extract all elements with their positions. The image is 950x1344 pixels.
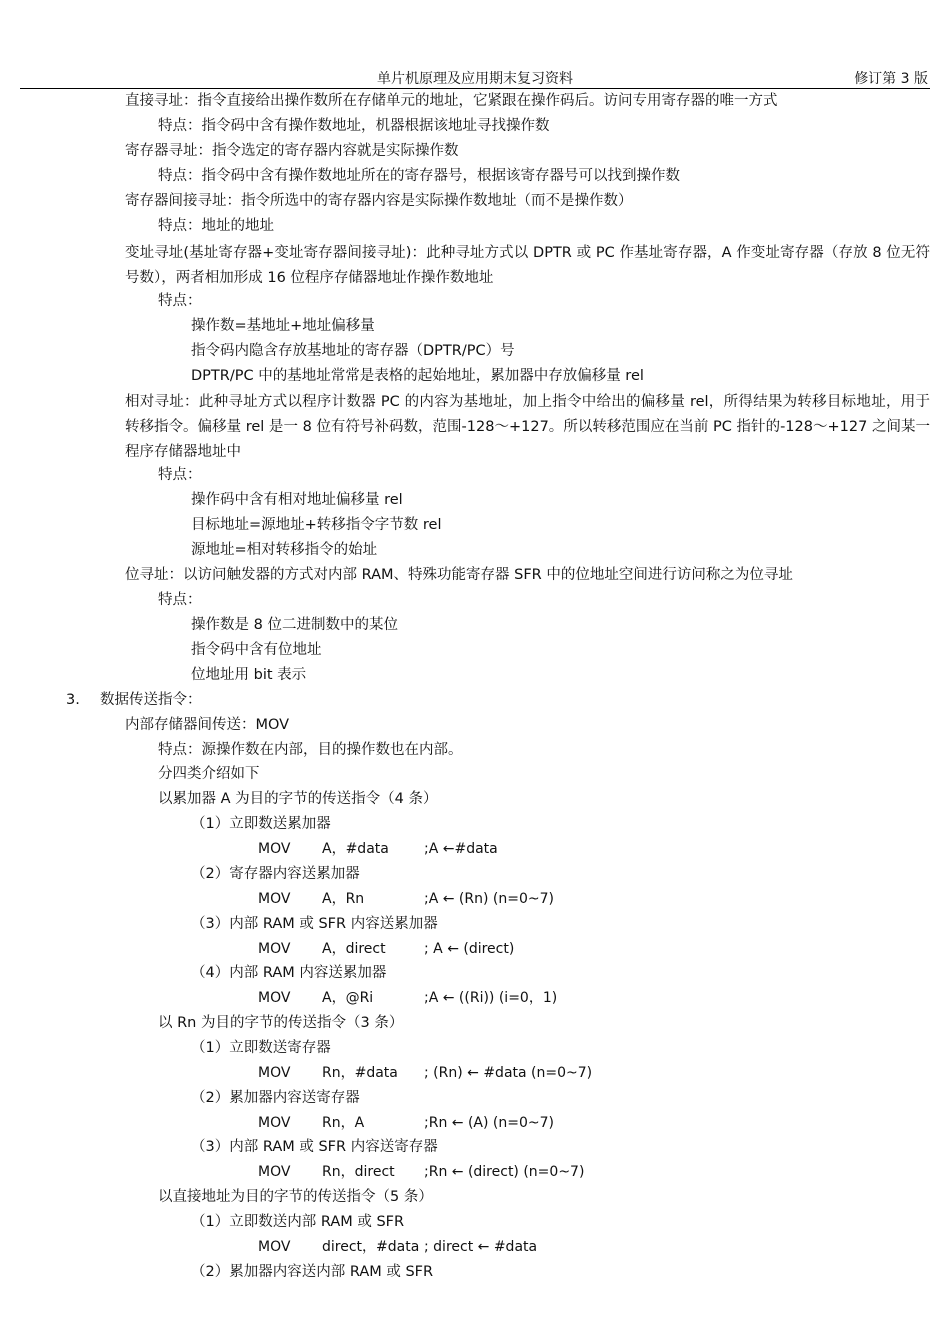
- code-args: Rn，A: [322, 1115, 365, 1131]
- section-heading: 数据传送指令：: [100, 692, 202, 708]
- list-item: 操作数=基地址+地址偏移量: [191, 318, 375, 334]
- code-op: MOV: [258, 1239, 291, 1255]
- list-item: （2）寄存器内容送累加器: [191, 866, 360, 882]
- code-op: MOV: [258, 1164, 291, 1180]
- code-op: MOV: [258, 841, 291, 857]
- list-item: 位地址用 bit 表示: [191, 667, 307, 683]
- list-item: （3）内部 RAM 或 SFR 内容送累加器: [191, 916, 438, 932]
- paragraph: 内部存储器间传送：MOV: [125, 717, 290, 733]
- code-op: MOV: [258, 1065, 291, 1081]
- header-revision: 修订第 3 版: [854, 71, 928, 87]
- list-item: （3）内部 RAM 或 SFR 内容送寄存器: [191, 1139, 438, 1155]
- code-comment: ;A ← ((Ri)) (i=0，1): [424, 990, 558, 1006]
- paragraph: 特点：: [158, 592, 202, 608]
- paragraph: 特点：源操作数在内部，目的操作数也在内部。: [158, 742, 463, 758]
- paragraph: 分四类介绍如下: [158, 766, 260, 782]
- list-item: （2）累加器内容送寄存器: [191, 1090, 360, 1106]
- list-item: 目标地址=源地址+转移指令字节数 rel: [191, 517, 442, 533]
- paragraph: 特点：指令码中含有操作数地址所在的寄存器号，根据该寄存器号可以找到操作数: [158, 168, 680, 184]
- code-comment: ;A ← (Rn) (n=0~7): [424, 891, 554, 907]
- code-args: Rn，#data: [322, 1065, 398, 1081]
- paragraph: 寄存器间接寻址：指令所选中的寄存器内容是实际操作数地址（而不是操作数）: [125, 193, 633, 209]
- list-item: 指令码内隐含存放基地址的寄存器（DPTR/PC）号: [191, 343, 515, 359]
- header-title: 单片机原理及应用期末复习资料: [377, 71, 573, 87]
- code-args: A，Rn: [322, 891, 365, 907]
- code-op: MOV: [258, 941, 291, 957]
- list-item: （1）立即数送寄存器: [191, 1040, 331, 1056]
- list-item: （1）立即数送累加器: [191, 816, 331, 832]
- code-comment: ;Rn ← (direct) (n=0~7): [424, 1164, 585, 1180]
- code-args: direct，#data: [322, 1239, 420, 1255]
- paragraph: 寄存器寻址：指令选定的寄存器内容就是实际操作数: [125, 143, 459, 159]
- code-args: A，direct: [322, 941, 386, 957]
- code-comment: ; direct ← #data: [424, 1239, 538, 1255]
- list-item: （2）累加器内容送内部 RAM 或 SFR: [191, 1264, 434, 1280]
- code-comment: ;Rn ← (A) (n=0~7): [424, 1115, 554, 1131]
- code-op: MOV: [258, 891, 291, 907]
- list-item: 指令码中含有位地址: [191, 642, 322, 658]
- paragraph: 直接寻址：指令直接给出操作数所在存储单元的地址，它紧跟在操作码后。访问专用寄存器的唯一方式: [125, 93, 778, 109]
- code-comment: ; (Rn) ← #data (n=0~7): [424, 1065, 593, 1081]
- list-item: 源地址=相对转移指令的始址: [191, 542, 378, 558]
- paragraph: 位寻址：以访问触发器的方式对内部 RAM、特殊功能寄存器 SFR 中的位地址空间进行访问称之为位寻址: [125, 567, 793, 583]
- code-args: A，@Ri: [322, 990, 374, 1006]
- page-header: [20, 62, 930, 89]
- code-op: MOV: [258, 990, 291, 1006]
- list-item: 操作码中含有相对地址偏移量 rel: [191, 492, 403, 508]
- section-number: 3.: [66, 692, 80, 708]
- subsection-heading: 以 Rn 为目的字节的传送指令（3 条）: [158, 1015, 404, 1031]
- code-args: Rn，direct: [322, 1164, 395, 1180]
- paragraph: 相对寻址：此种寻址方式以程序计数器 PC 的内容为基地址，加上指令中给出的偏移量 rel，所得结果为转移目标地址，用于转移指令。偏移量 rel 是一 8 位有符号补码数，范围-128～+127。所以转移范围应在当前 PC 指针的-128～+127 之间某一程序存储器地址中: [125, 394, 930, 460]
- paragraph: 特点：指令码中含有操作数地址，机器根据该地址寻找操作数: [158, 118, 550, 134]
- paragraph: 变址寻址(基址寄存器+变址寄存器间接寻址)：此种寻址方式以 DPTR 或 PC 作基址寄存器，A 作变址寄存器（存放 8 位无符号数），两者相加形成 16 位程序存储器地址作操作数地址: [125, 245, 930, 286]
- paragraph: 特点：地址的地址: [158, 218, 274, 234]
- code-args: A，#data: [322, 841, 389, 857]
- list-item: （4）内部 RAM 内容送累加器: [191, 965, 387, 981]
- list-item: DPTR/PC 中的基地址常常是表格的起始地址，累加器中存放偏移量 rel: [191, 368, 644, 384]
- paragraph: 特点：: [158, 467, 202, 483]
- subsection-heading: 以累加器 A 为目的字节的传送指令（4 条）: [158, 791, 438, 807]
- code-comment: ; A ← (direct): [424, 941, 515, 957]
- subsection-heading: 以直接地址为目的字节的传送指令（5 条）: [158, 1189, 433, 1205]
- paragraph: 特点：: [158, 293, 202, 309]
- list-item: （1）立即数送内部 RAM 或 SFR: [191, 1214, 405, 1230]
- list-item: 操作数是 8 位二进制数中的某位: [191, 617, 398, 633]
- code-op: MOV: [258, 1115, 291, 1131]
- code-comment: ;A ←#data: [424, 841, 498, 857]
